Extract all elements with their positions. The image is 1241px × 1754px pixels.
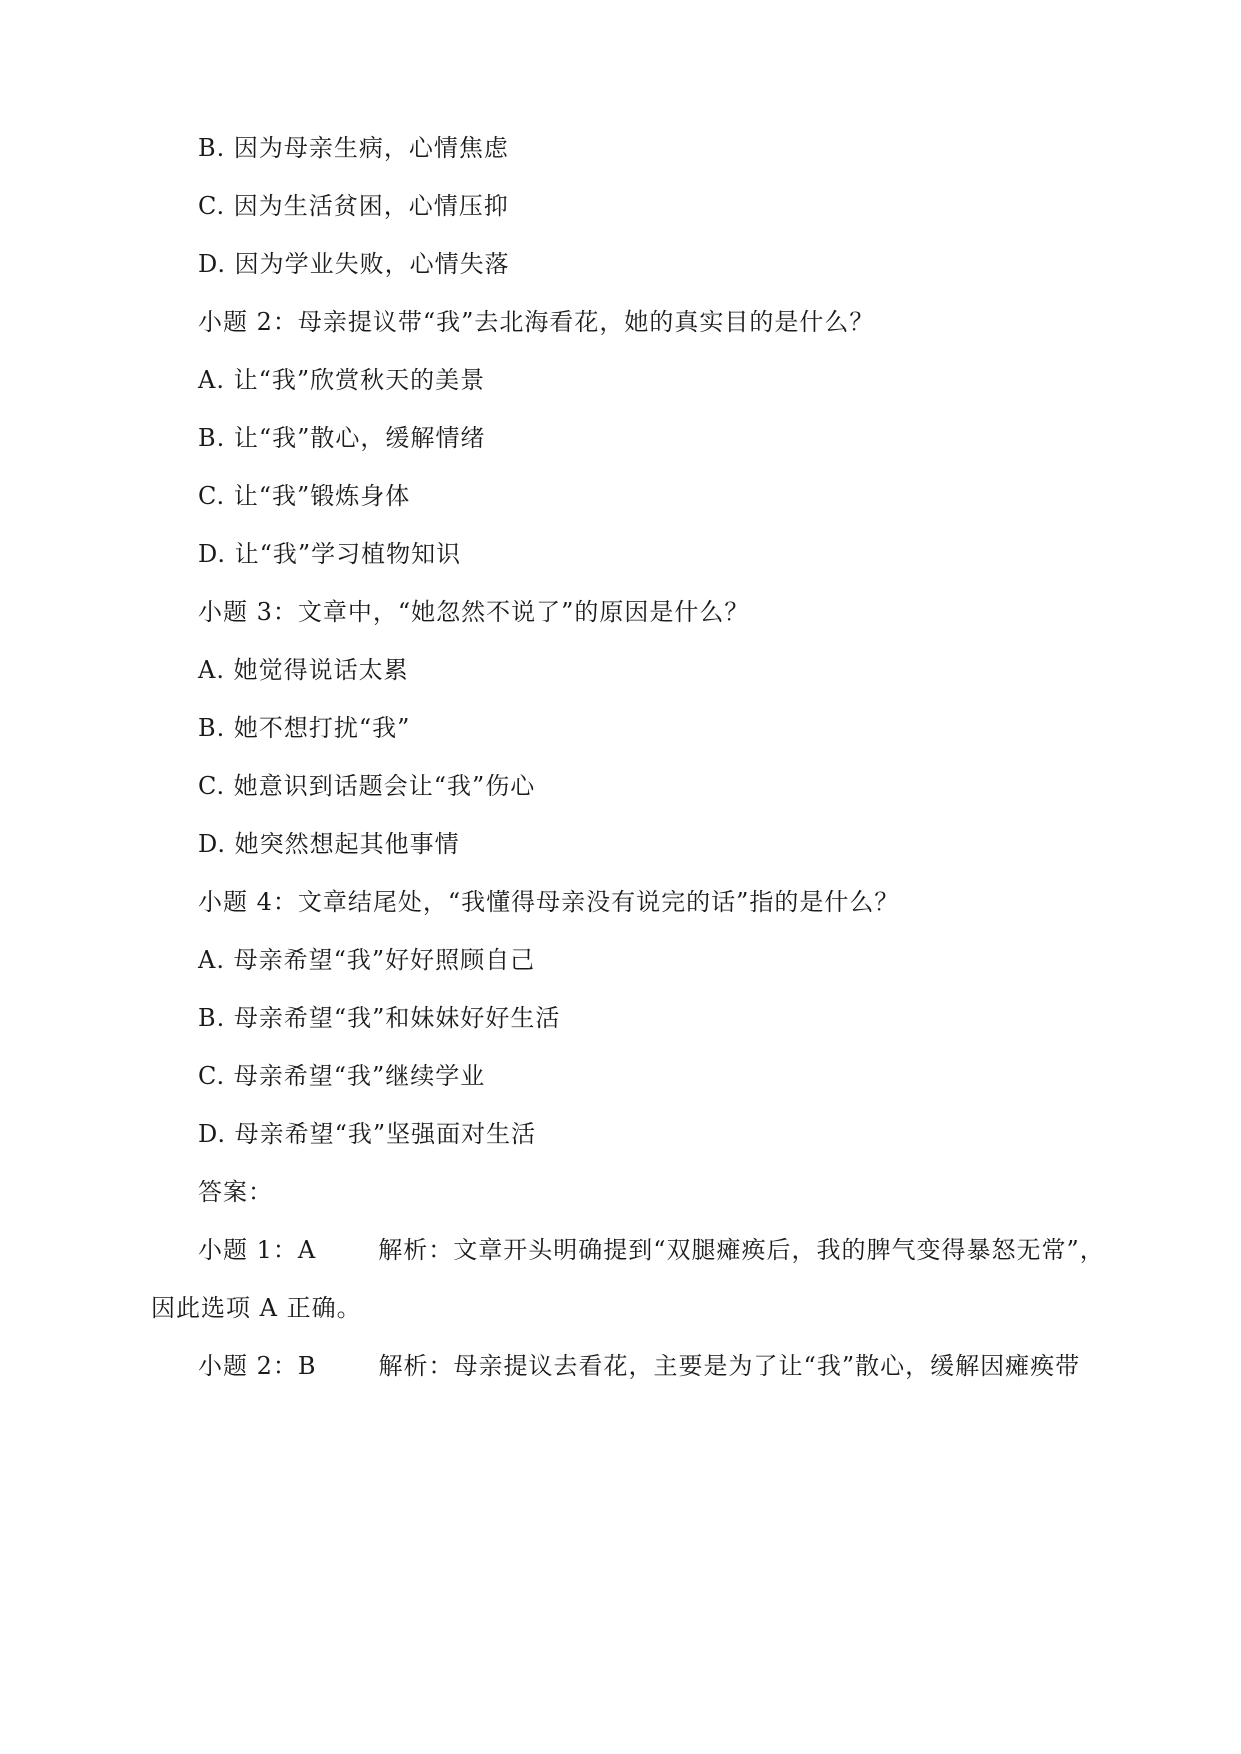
q4-question: 小题 4：文章结尾处，“我懂得母亲没有说完的话”指的是什么？ [198, 888, 900, 916]
q1-option-d: D. 因为学业失败，心情失落 [198, 250, 510, 278]
q3-option-b: B. 她不想打扰“我” [198, 714, 411, 742]
q4-option-d: D. 母亲希望“我”坚强面对生活 [198, 1120, 537, 1148]
q2-option-d: D. 让“我”学习植物知识 [198, 540, 462, 568]
q2-option-b: B. 让“我”散心，缓解情绪 [198, 424, 486, 452]
q3-option-a: A. 她觉得说话太累 [198, 656, 409, 684]
answer-1-analysis-cont: 因此选项 A 正确。 [151, 1294, 362, 1322]
q2-option-a: A. 让“我”欣赏秋天的美景 [198, 366, 486, 394]
answer-2 [198, 1350, 1080, 1382]
q4-option-c: C. 母亲希望“我”继续学业 [198, 1062, 486, 1090]
answer-1-analysis: 解析：文章开头明确提到“双腿瘫痪后，我的脾气变得暴怒无常”， [378, 1236, 1105, 1264]
q4-option-b: B. 母亲希望“我”和妹妹好好生活 [198, 1004, 561, 1032]
q2-option-c: C. 让“我”锻炼身体 [198, 482, 411, 510]
answer-2-analysis: 解析：母亲提议去看花，主要是为了让“我”散心，缓解因瘫痪带 [378, 1352, 1081, 1380]
answer-1-label: 小题 1：A [198, 1236, 317, 1264]
q4-option-a: A. 母亲希望“我”好好照顾自己 [198, 946, 536, 974]
answers-heading: 答案： [198, 1178, 273, 1206]
q1-option-c: C. 因为生活贫困，心情压抑 [198, 192, 509, 220]
answer-1 [198, 1234, 1105, 1266]
q3-option-c: C. 她意识到话题会让“我”伤心 [198, 772, 536, 800]
q1-option-b: B. 因为母亲生病，心情焦虑 [198, 134, 509, 162]
q3-question: 小题 3：文章中，“她忽然不说了”的原因是什么？ [198, 598, 750, 626]
answer-2-label: 小题 2：B [198, 1352, 317, 1380]
q2-question: 小题 2：母亲提议带“我”去北海看花，她的真实目的是什么？ [198, 308, 875, 336]
q3-option-d: D. 她突然想起其他事情 [198, 830, 460, 858]
